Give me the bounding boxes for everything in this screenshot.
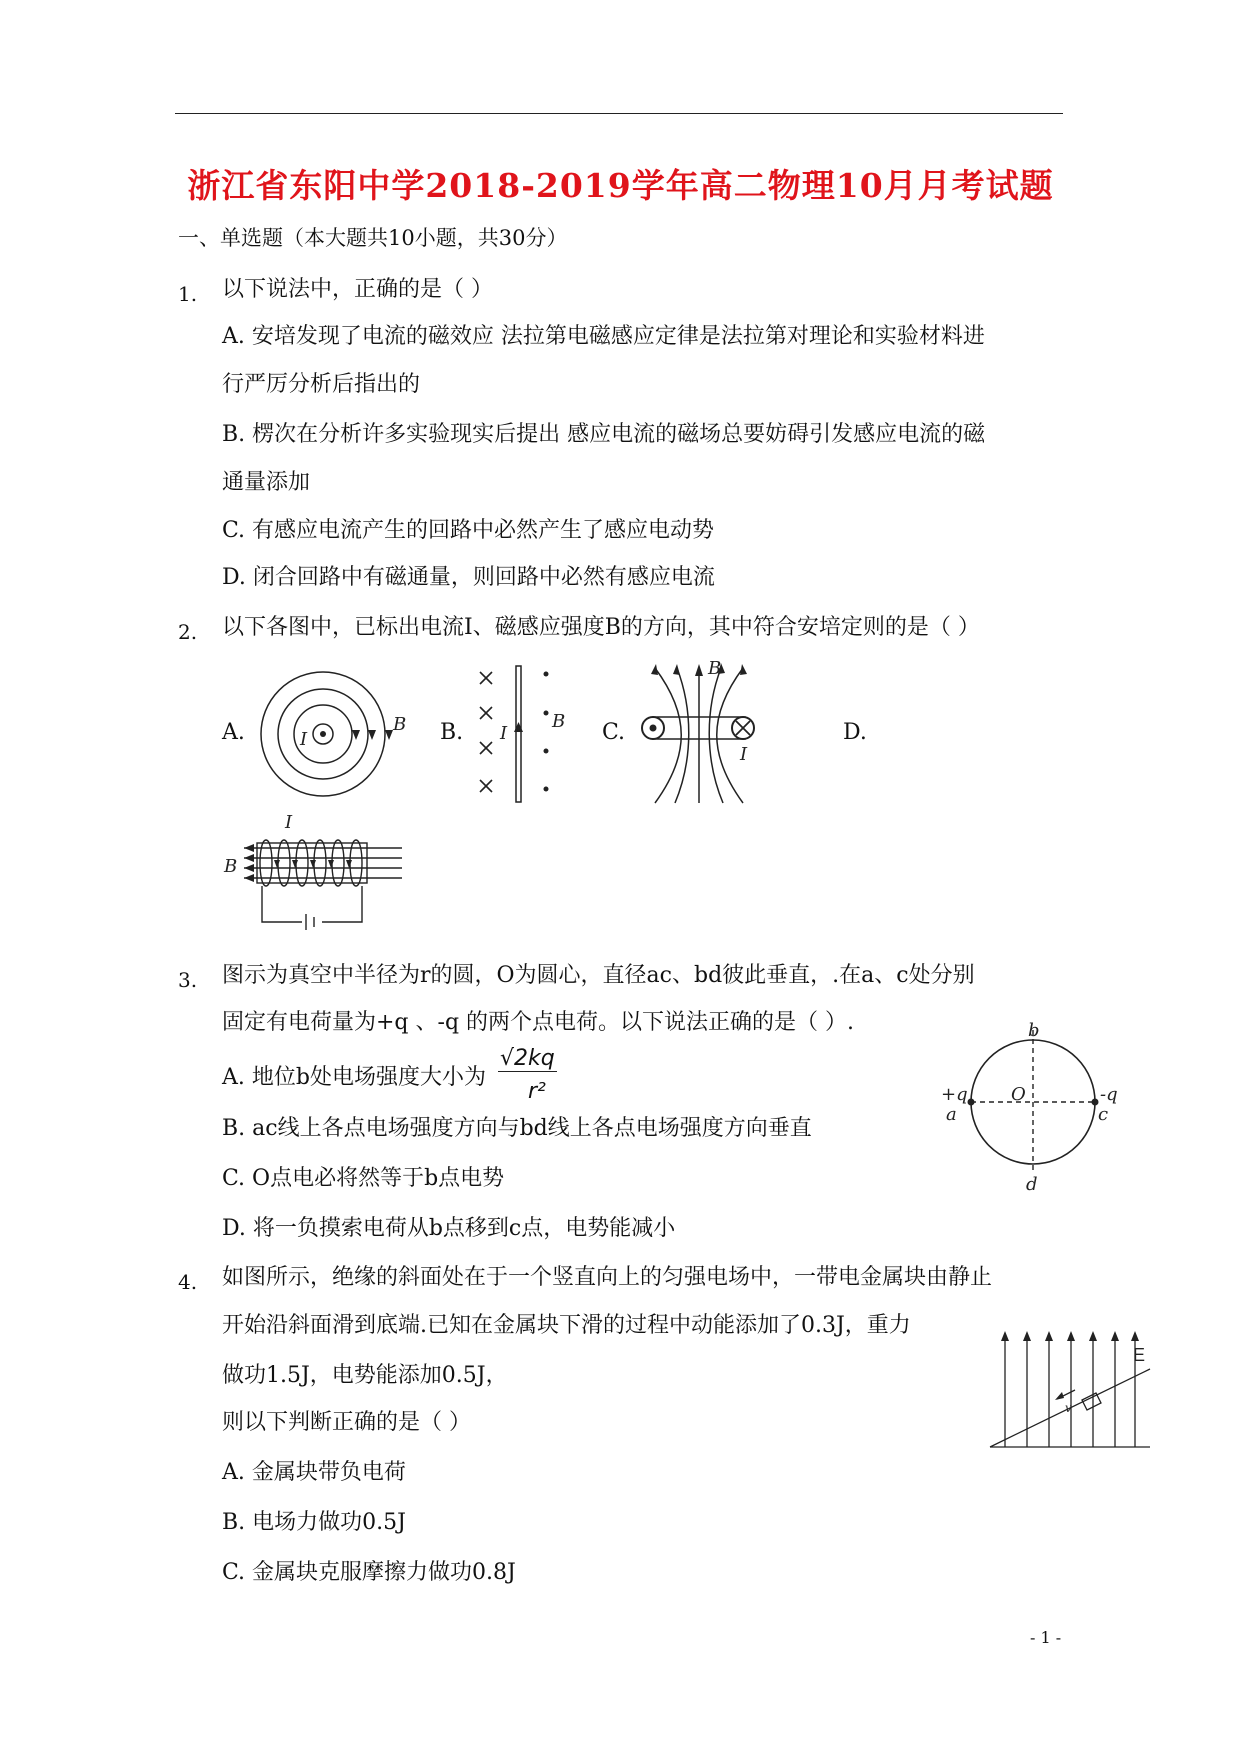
q2d-field-label: B — [224, 856, 238, 877]
q2-number: 2. — [178, 620, 198, 644]
q2b-current-label: I — [500, 723, 508, 744]
q3-circle-figure — [938, 1020, 1128, 1195]
q4-field-label: E — [1133, 1345, 1146, 1365]
q1-stem: 以下说法中，正确的是（ ） — [222, 277, 493, 302]
q3-stem-line2: 固定有电荷量为+q 、-q 的两个点电荷。以下说法正确的是（ ）. — [222, 1010, 855, 1035]
q3-center-label: O — [1011, 1084, 1026, 1105]
q2-figure-d — [222, 810, 412, 940]
q4-number: 4. — [178, 1270, 198, 1294]
q3-option-d: D. 将一负摸索电荷从b点移到c点，电势能减小 — [222, 1216, 676, 1241]
header-rule — [175, 113, 1063, 114]
q2a-current-label: I — [300, 729, 308, 750]
q2-option-c-label: C. — [602, 720, 626, 745]
q1-number: 1. — [178, 282, 198, 306]
q2c-field-label: B — [708, 660, 722, 679]
page-title: 浙江省东阳中学2018-2019学年高二物理10月月考试题 — [187, 166, 1054, 205]
q4-stem-line2: 开始沿斜面滑到底端.已知在金属块下滑的过程中动能添加了0.3J，重力 — [222, 1313, 911, 1338]
q4-option-c: C. 金属块克服摩擦力做功0.8J — [222, 1560, 516, 1585]
q2-option-d-label: D. — [843, 720, 867, 745]
q2-option-a-label: A. — [222, 720, 245, 745]
q1-option-b-line1: B. 楞次在分析许多实验现实后提出 感应电流的磁场总要妨碍引发感应电流的磁 — [222, 422, 986, 447]
q2-stem: 以下各图中，已标出电流I、磁感应强度B的方向，其中符合安培定则的是（ ） — [222, 615, 980, 640]
q1-option-a-line1: A. 安培发现了电流的磁效应 法拉第电磁感应定律是法拉第对理论和实验材料进 — [222, 324, 985, 349]
q4-stem-line1: 如图所示，绝缘的斜面处在于一个竖直向上的匀强电场中，一带电金属块由静止 — [222, 1265, 993, 1290]
q3-minus-q-label: -q — [1100, 1084, 1118, 1105]
q3-plus-q-label: +q — [941, 1084, 968, 1105]
q3-number: 3. — [178, 968, 198, 992]
q3-fraction-numerator: √2kq — [500, 1046, 555, 1071]
q2-figure-c — [635, 660, 765, 810]
page-number: - 1 - — [1030, 1628, 1062, 1647]
q2c-current-label: I — [740, 744, 748, 765]
q4-velocity-label: v — [1065, 1401, 1072, 1415]
q4-stem-line3: 做功1.5J，电势能添加0.5J， — [222, 1363, 508, 1388]
q3-option-b: B. ac线上各点电场强度方向与bd线上各点电场强度方向垂直 — [222, 1116, 812, 1141]
q3-option-a: A. 地位b处电场强度大小为 — [222, 1065, 486, 1090]
q3-point-b-label: b — [1028, 1020, 1040, 1041]
section-heading: 一、单选题（本大题共10小题，共30分） — [178, 226, 568, 250]
q3-point-a-label: a — [946, 1104, 957, 1125]
q4-option-a: A. 金属块带负电荷 — [222, 1460, 406, 1485]
q1-option-c: C. 有感应电流产生的回路中必然产生了感应电动势 — [222, 518, 715, 543]
q3-point-c-label: c — [1098, 1104, 1109, 1125]
q4-incline-figure — [985, 1325, 1155, 1455]
q2d-current-label: I — [285, 812, 293, 833]
q2b-field-label: B — [552, 711, 566, 732]
q3-point-d-label: d — [1026, 1174, 1038, 1195]
q3-fraction-denominator: r² — [528, 1079, 546, 1104]
q1-option-b-line2: 通量添加 — [222, 470, 311, 495]
q1-option-a-line2: 行严厉分析后指出的 — [222, 372, 421, 397]
q2-figure-b — [470, 660, 590, 810]
q4-option-b: B. 电场力做功0.5J — [222, 1510, 406, 1535]
q1-option-d: D. 闭合回路中有磁通量，则回路中必然有感应电流 — [222, 565, 715, 590]
q3-stem-line1: 图示为真空中半径为r的圆，O为圆心，直径ac、bd彼此垂直，.在a、c处分别 — [222, 963, 975, 988]
q2-option-b-label: B. — [440, 720, 464, 745]
q2-figure-a — [255, 662, 415, 807]
q2a-field-label: B — [393, 714, 407, 735]
q3-option-c: C. O点电必将然等于b点电势 — [222, 1166, 505, 1191]
q4-stem-line4: 则以下判断正确的是（ ） — [222, 1410, 471, 1435]
